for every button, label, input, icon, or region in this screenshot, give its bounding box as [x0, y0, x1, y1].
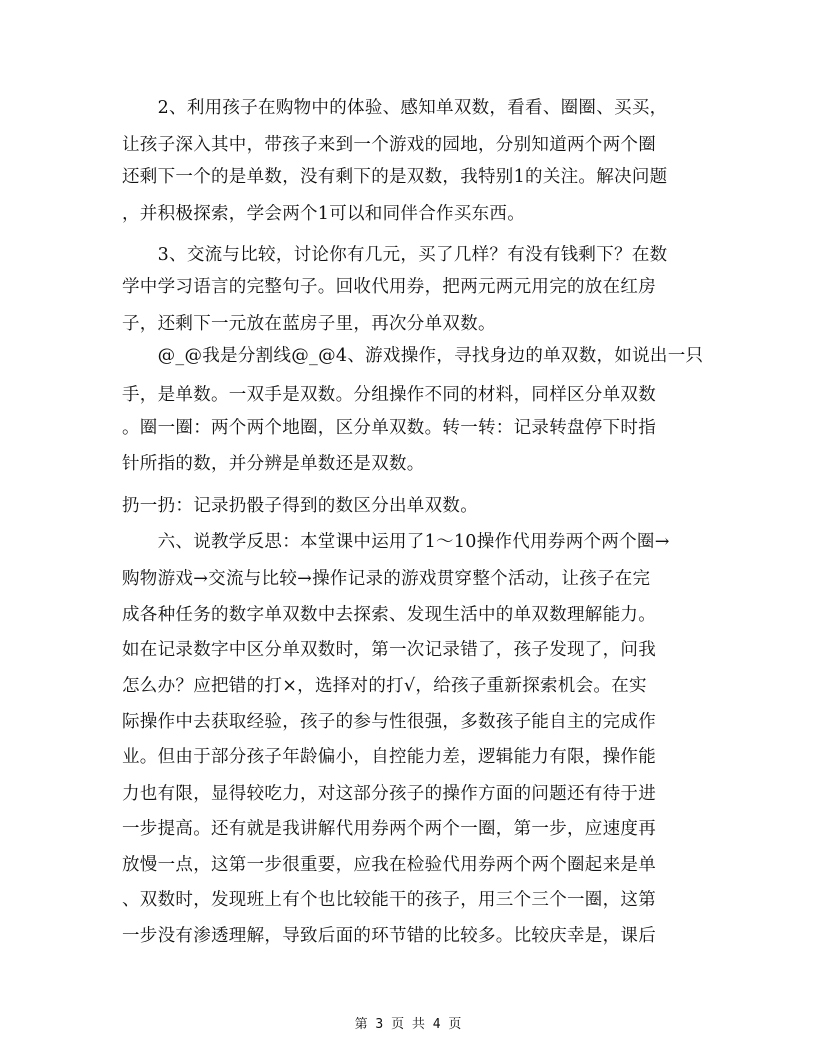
text-line: 还剩下一个的是单数，没有剩下的是双数，我特别1的关注。解决问题 — [122, 167, 668, 187]
text-line: 子，还剩下一元放在蓝房子里，再次分单双数。 — [122, 314, 496, 334]
text-line: 力也有限，显得较吃力，对这部分孩子的操作方面的问题还有待于进 — [122, 784, 656, 804]
text-line: 针所指的数，并分辨是单数还是双数。 — [122, 454, 425, 474]
text-line: 怎么办？应把错的打×，选择对的打√，给孩子重新探索机会。在实 — [122, 676, 647, 696]
text-line: 一步提高。还有就是我讲解代用券两个两个一圈，第一步，应速度再 — [122, 819, 656, 839]
text-line: 放慢一点，这第一步很重要，应我在检验代用券两个两个圈起来是单 — [122, 855, 656, 875]
text-line: 六、说教学反思：本堂课中运用了1～10操作代用券两个两个圈→ — [122, 532, 670, 552]
text-line: 成各种任务的数字单双数中去探索、发现生活中的单双数理解能力。 — [122, 605, 656, 625]
text-line: 。圈一圈：两个两个地圈，区分单双数。转一转：记录转盘停下时指 — [122, 418, 656, 438]
text-line: @_@我是分割线@_@4、游戏操作，寻找身边的单双数，如说出一只 — [122, 346, 704, 366]
text-line: 、双数时，发现班上有个也比较能干的孩子，用三个三个一圈，这第 — [122, 890, 656, 910]
text-line: 业。但由于部分孩子年龄偏小，自控能力差，逻辑能力有限，操作能 — [122, 747, 656, 767]
text-line: ，并积极探索，学会两个1可以和同伴合作买东西。 — [122, 204, 526, 224]
text-line: 扔一扔：记录扔骰子得到的数区分出单双数。 — [122, 496, 478, 516]
text-line: 手，是单数。一双手是双数。分组操作不同的材料，同样区分单双数 — [122, 385, 656, 405]
text-line: 一步没有渗透理解，导致后面的环节错的比较多。比较庆幸是，课后 — [122, 926, 656, 946]
text-line: 3、交流与比较，讨论你有几元，买了几样？有没有钱剩下？在数 — [122, 245, 668, 265]
text-line: 际操作中去获取经验，孩子的参与性很强，多数孩子能自主的完成作 — [122, 712, 656, 732]
text-line: 如在记录数字中区分单双数时，第一次记录错了，孩子发现了，问我 — [122, 640, 656, 660]
page-footer: 第 3 页 共 4 页 — [354, 1017, 462, 1032]
text-line: 让孩子深入其中，带孩子来到一个游戏的园地，分别知道两个两个圈 — [122, 135, 656, 155]
text-line: 购物游戏→交流与比较→操作记录的游戏贯穿整个活动，让孩子在完 — [122, 569, 651, 589]
text-line: 学中学习语言的完整句子。回收代用券，把两元两元用完的放在红房 — [122, 277, 656, 297]
text-line: 2、利用孩子在购物中的体验、感知单双数，看看、圈圈、买买， — [122, 98, 668, 118]
